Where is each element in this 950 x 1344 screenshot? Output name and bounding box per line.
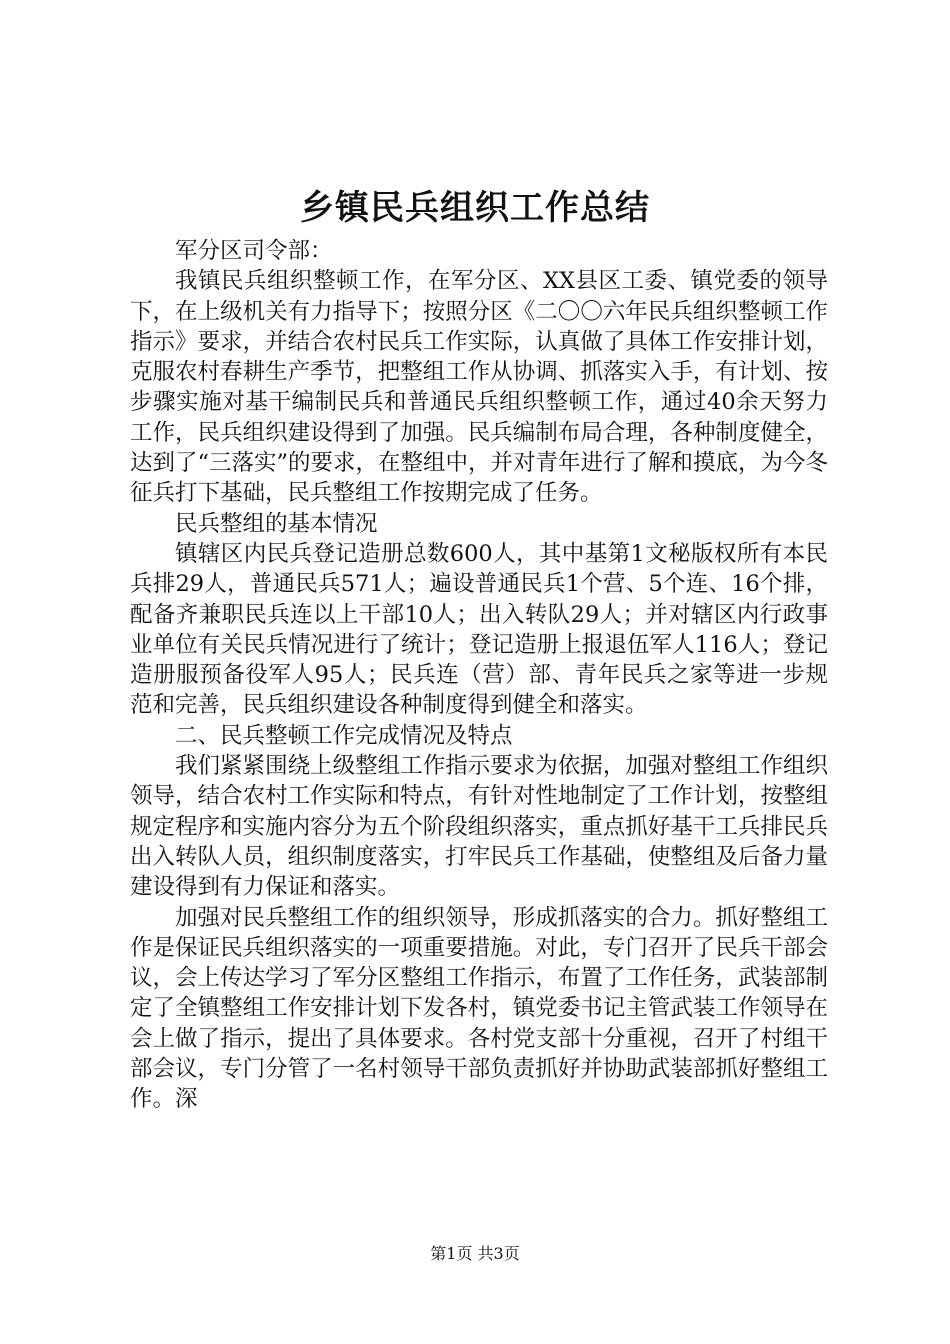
completion-paragraph: 我们紧紧围绕上级整组工作指示要求为依据，加强对整组工作组织领导，结合农村工作实际和特点，有针对性地制定了工作计划，按整组规定程序和实施内容分为五个阶段组织落实，重点抓好基干工兵排民兵出入转队人员，组织制度落实，打牢民兵工作基础，使整组及后备力量建设得到有力保证和落实。 (130, 753, 828, 901)
section-heading-basic-situation: 民兵整组的基本情况 (175, 510, 378, 537)
basic-situation-paragraph: 镇辖区内民兵登记造册总数600人，其中基第1文秘版权所有本民兵排29人，普通民兵571人；遍设普通民兵1个营、5个连、16个排，配备齐兼职民兵连以上干部10人；出入转队29人；并对辖区内行政事业单位有关民兵情况进行了统计；登记造册上报退伍军人116人；登记造册服预备役军人95人；民兵连（营）部、青年民兵之家等进一步规范和完善，民兵组织建设各种制度得到健全和落实。 (130, 540, 828, 719)
leadership-paragraph: 加强对民兵整组工作的组织领导，形成抓落实的合力。抓好整组工作是保证民兵组织落实的一项重要措施。对此，专门召开了民兵干部会议，会上传达学习了军分区整组工作指示，布置了工作任务，武装部制定了全镇整组工作安排计划下发各村，镇党委书记主管武装工作领导在会上做了指示，提出了具体要求。各村党支部十分重视，召开了村组干部会议，专门分管了一名村领导干部负责抓好并协助武装部抓好整组工作。深 (130, 904, 828, 1113)
section-heading-completion: 二、民兵整顿工作完成情况及特点 (175, 722, 513, 749)
document-body (130, 236, 828, 1115)
intro-paragraph: 我镇民兵组织整顿工作，在军分区、XX县区工委、镇党委的领导下，在上级机关有力指导下；按照分区《二〇〇六年民兵组织整顿工作指示》要求，并结合农村民兵工作实际，认真做了具体工作安排计划，克服农村春耕生产季节，把整组工作从协调、抓落实入手，有计划、按步骤实施对基干编制民兵和普通民兵组织整顿工作，通过40余天努力工作，民兵组织建设得到了加强。民兵编制布局合理，各种制度健全，达到了“三落实”的要求，在整组中，并对青年进行了解和摸底，为今冬征兵打下基础，民兵整组工作按期完成了任务。 (130, 268, 829, 507)
salutation-paragraph: 军分区司令部： (175, 238, 333, 264)
document-title: 乡镇民兵组织工作总结 (300, 188, 650, 228)
page-number-footer: 第1页 共3页 (430, 1244, 520, 1263)
